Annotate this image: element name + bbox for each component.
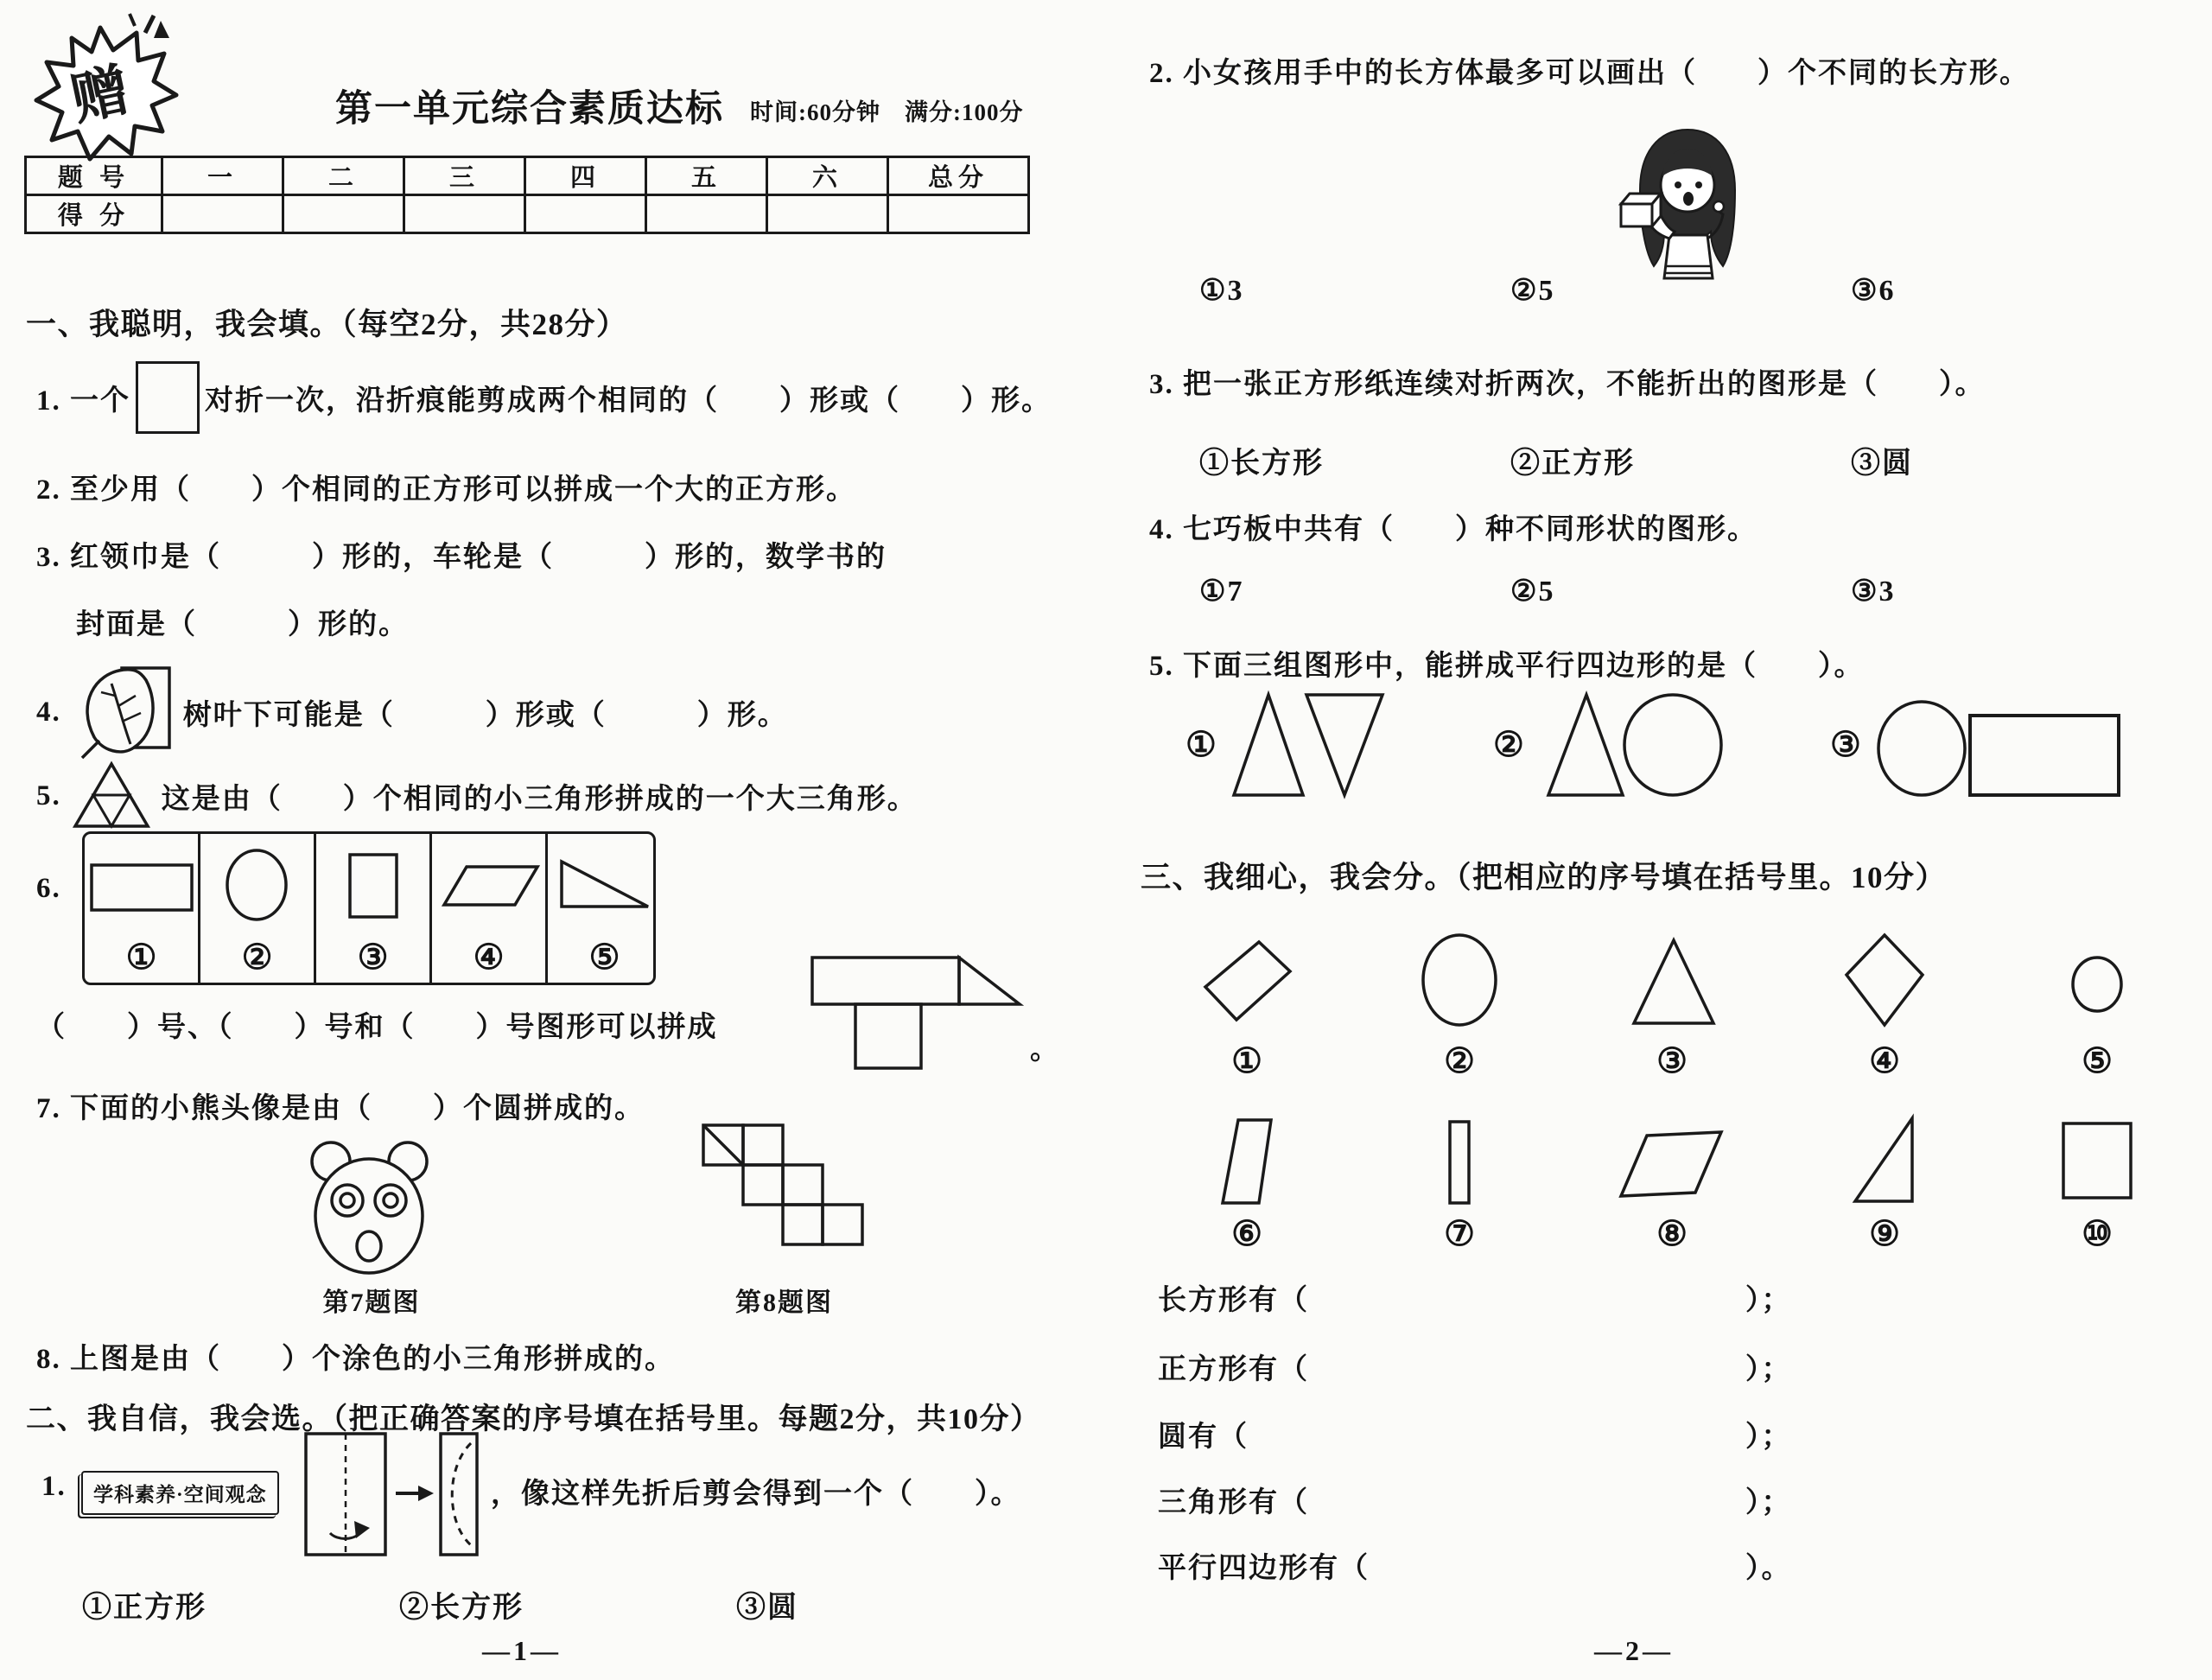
title-meta: 时间:60分钟 满分:100分 [750,99,1024,125]
diamond-shape [1836,930,1933,1030]
classify-line-post: ）； [1745,1487,1792,1518]
question-text: 1. 一个 [36,385,130,417]
girl-illustration [1614,121,1761,290]
leaf-over-rectangle-figure [68,661,176,763]
shape-label: ① [1231,1041,1262,1080]
circle-rectangle-group [1873,688,2133,802]
question-2: 2. 至少用（ ）个相同的正方形可以拼成一个大的正方形。 [36,474,856,506]
score-table-cell: 一 [162,157,283,195]
classify-labels-row-2 [1141,1213,2203,1254]
leaning-parallelogram-shape [1211,1115,1283,1208]
divided-triangle-figure [68,759,155,833]
section2-question-1 [41,1426,1078,1564]
shape-5-small-circle [1991,954,2203,1030]
question-4 [36,661,788,763]
triangle-shape [1622,933,1722,1030]
score-cell-empty [283,195,404,233]
classify-line-post: ）； [1745,1354,1792,1385]
option-2: ②长方形 [399,1592,524,1624]
tilted-rectangle-shape [1195,933,1299,1030]
question-6-number: 6. [36,873,61,904]
shape-label: ③ [357,938,389,977]
shape-1-tilted-rectangle [1141,933,1353,1030]
question-text: 4. [36,696,61,728]
thin-rectangle-shape [1444,1117,1475,1208]
question-text: （ ）号、（ ）号和（ ）号图形可以拼成 [36,1012,718,1043]
circle-shape [1409,930,1510,1030]
option-1: ①7 [1199,576,1244,608]
figure-caption: 第7题图 [322,1289,421,1317]
circle-shape [200,846,314,926]
option-3: ③3 [1851,576,1896,608]
gift-badge [24,9,180,169]
page-number: —1— [482,1635,562,1666]
staircase-squares-figure [698,1120,871,1253]
question-2: 2. 小女孩用手中的长方体最多可以画出（ ）个不同的长方形。 [1149,58,2030,89]
option-2: ②5 [1510,576,1555,608]
score-table-score-row [26,195,1029,233]
square-shape [316,846,429,926]
option-2: ②正方形 [1510,448,1635,480]
score-cell-empty [767,195,888,233]
score-table [24,156,1030,234]
shape-label: ⑧ [1656,1214,1688,1253]
question-number: 1. [41,1471,67,1502]
question-8: 8. 上图是由（ ）个涂色的小三角形拼成的。 [36,1344,675,1375]
shape-label: ⑥ [1231,1214,1262,1253]
shape-label: ④ [1869,1041,1900,1080]
question-text: 对折一次，沿折痕能剪成两个相同的（ ）形或（ ）形。 [205,385,1052,417]
shape-label: ⑤ [588,938,620,977]
score-table-cell: 题 号 [26,157,162,195]
score-table-cell: 六 [767,157,888,195]
two-triangles-group [1227,688,1395,802]
page-2 [1106,0,2212,1680]
classify-line-post: ）； [1745,1422,1792,1453]
square-shape [136,361,200,434]
score-table-cell: 四 [525,157,646,195]
section3-heading: 三、我细心，我会分。（把相应的序号填在括号里。10分） [1141,861,1948,894]
classify-labels-row-1 [1141,1040,2203,1081]
question-5: 5. 下面三组图形中，能拼成平行四边形的是（ ）。 [1149,651,1865,682]
classify-line-pre: 正方形有（ [1158,1354,1309,1385]
parallelogram-shape [432,846,545,926]
classify-line-pre: 平行四边形有（ [1158,1553,1370,1584]
shape-7-thin-rectangle [1353,1117,1566,1208]
shape-2-circle [1353,930,1566,1030]
shape-4-diamond [1778,930,1991,1030]
shape-label: ③ [1656,1041,1688,1080]
shape-label: ② [241,938,273,977]
triangle-circle-group [1536,688,1728,802]
classify-shapes-row-1 [1141,909,2203,1030]
classify-line-circles [1158,1414,1849,1459]
hammer-figure [807,952,1025,1075]
score-cell-empty [525,195,646,233]
question-3-line2: 封面是（ ）形的。 [76,609,409,640]
classify-line-post: ）。 [1745,1553,1792,1584]
score-row-label: 得 分 [26,195,162,233]
shape-9-right-triangle [1778,1113,1991,1208]
shape-3-triangle [1566,933,1778,1030]
classify-shapes-row-2 [1141,1096,2203,1208]
right-triangle-shape [548,846,661,926]
option-3: ③6 [1851,275,1896,307]
group-label-1: ① [1185,725,1217,764]
shape-8-parallelogram [1566,1127,1778,1208]
option-2: ②5 [1510,275,1555,307]
option-1: ①长方形 [1199,448,1324,480]
shape-label: ④ [473,938,505,977]
question-5 [36,759,918,833]
figure-caption: 第8题图 [735,1289,833,1317]
score-table-cell: 三 [404,157,525,195]
question-6-answer-line [36,952,1090,1091]
question-text: 这是由（ ）个相同的小三角形拼成的一个大三角形。 [161,783,918,815]
option-3: ③圆 [1851,448,1913,480]
square-shape [2057,1118,2137,1203]
score-cell-empty [404,195,525,233]
classify-line-pre: 三角形有（ [1158,1487,1309,1518]
classify-line-parallelograms [1158,1545,1849,1590]
question-3: 3. 把一张正方形纸连续对折两次，不能折出的图形是（ ）。 [1149,369,1986,400]
score-table-cell: 五 [646,157,767,195]
classify-line-triangles [1158,1480,1849,1524]
option-3: ③圆 [736,1592,798,1624]
question-7: 7. 下面的小熊头像是由（ ）个圆拼成的。 [36,1093,645,1124]
question-text: 。 [1030,1034,1060,1066]
score-cell-empty [888,195,1029,233]
classify-line-squares [1158,1346,1849,1391]
page-title: 第一单元综合素质达标 [335,89,724,130]
score-cell-empty [646,195,767,233]
shape-label: ① [125,938,157,977]
score-cell-empty [162,195,283,233]
parallelogram-shape [1618,1127,1726,1201]
group-label-2: ② [1493,725,1524,764]
shape-label: ⑨ [1869,1214,1900,1253]
gift-badge-text: 赠 [66,58,135,133]
score-table-cell: 二 [283,157,404,195]
shape-label: ② [1444,1041,1475,1080]
question-4: 4. 七巧板中共有（ ）种不同形状的图形。 [1149,514,1758,545]
option-1: ①正方形 [82,1592,207,1624]
question-3-line1: 3. 红领巾是（ ）形的，车轮是（ ）形的，数学书的 [36,542,887,573]
section1-heading: 一、我聪明，我会填。（每空2分，共28分） [26,308,628,341]
question-text: 5. [36,780,61,811]
competency-badge: 学科素养·空间观念 [81,1471,279,1515]
classify-line-rectangles [1158,1277,1849,1322]
small-circle-shape [2067,954,2127,1015]
shape-label: ⑤ [2082,1041,2113,1080]
score-table-cell: 总分 [888,157,1029,195]
question-1 [36,361,1052,434]
option-1: ①3 [1199,275,1244,307]
classify-line-pre: 长方形有（ [1158,1285,1309,1316]
shape-label: ⑦ [1444,1214,1475,1253]
classify-line-post: ）； [1745,1285,1792,1316]
rectangle-shape [85,846,198,926]
classify-line-pre: 圆有（ [1158,1422,1249,1453]
fold-and-cut-figure [301,1429,486,1561]
group-label-3: ③ [1830,725,1861,764]
shape-6-leaning-parallelogram [1141,1115,1353,1208]
score-table-header-row [26,157,1029,195]
section2-heading: 二、我自信，我会选。（把正确答案的序号填在括号里。每题2分，共10分） [26,1403,1041,1435]
bear-head-figure [298,1134,441,1279]
shape-10-square [1991,1118,2203,1208]
page-number: —2— [1594,1635,1674,1666]
question-text: 树叶下可能是（ ）形或（ ）形。 [182,699,788,731]
shape-label: ⑩ [2082,1214,2113,1253]
question-text: ，像这样先折后剪会得到一个（ ）。 [491,1479,1021,1510]
right-triangle-shape [1848,1113,1921,1208]
